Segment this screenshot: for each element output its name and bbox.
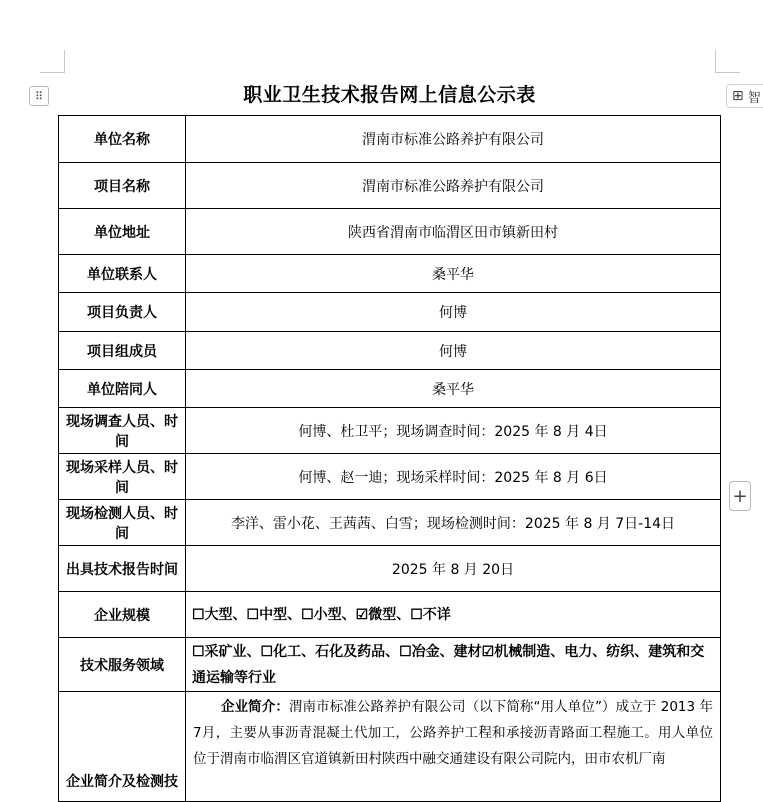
- row-value[interactable]: 渭南市标准公路养护有限公司: [186, 116, 721, 163]
- row-label: 现场采样人员、时间: [59, 454, 186, 500]
- intro-lead: 企业简介：: [221, 699, 289, 715]
- table-row: [59, 500, 721, 546]
- table-row: [59, 116, 721, 163]
- row-value[interactable]: 李洋、雷小花、王茜茜、白雪；现场检测时间：2025 年 8 月 7日-14日: [186, 500, 721, 546]
- table-tool-icon: ⊞: [732, 88, 744, 104]
- row-value[interactable]: 何博、杜卫平；现场调查时间：2025 年 8 月 4日: [186, 408, 721, 454]
- row-label: 项目名称: [59, 163, 186, 209]
- row-label: 出具技术报告时间: [59, 546, 186, 592]
- table-row: [59, 454, 721, 500]
- table-row: [59, 370, 721, 408]
- row-value[interactable]: 桑平华: [186, 370, 721, 408]
- page-corner-top-left: [40, 50, 65, 73]
- row-label: 单位地址: [59, 209, 186, 255]
- intro-text: 渭南市标准公路养护有限公司（以下简称“用人单位”）成立于 2013 年 7月，主要从事沥青混凝土代加工，公路养护工程和承接沥青路面工程施工。用人单位位于渭南市临渭区官道镇新田村陕西中融交通建设有限公司院内，田市农机厂南: [193, 699, 713, 767]
- row-value[interactable]: 2025 年 8 月 20日: [186, 546, 721, 592]
- table-row: [59, 163, 721, 209]
- side-tool-button[interactable]: [726, 84, 763, 108]
- table-row: [59, 692, 721, 802]
- row-value[interactable]: 何博: [186, 332, 721, 370]
- row-label: 单位陪同人: [59, 370, 186, 408]
- table-row: [59, 546, 721, 592]
- row-value[interactable]: 何博: [186, 293, 721, 332]
- info-table: [58, 115, 721, 802]
- table-row: [59, 638, 721, 692]
- row-value[interactable]: 何博、赵一迪；现场采样时间：2025 年 8 月 6日: [186, 454, 721, 500]
- side-tool-label: 智: [747, 90, 761, 106]
- row-label: 现场检测人员、时间: [59, 500, 186, 546]
- row-label: 项目组成员: [59, 332, 186, 370]
- row-label: 项目负责人: [59, 293, 186, 332]
- row-label: 单位联系人: [59, 255, 186, 293]
- enterprise-intro-cell[interactable]: [186, 692, 721, 802]
- row-label: 单位名称: [59, 116, 186, 163]
- table-row: [59, 209, 721, 255]
- table-row: [59, 408, 721, 454]
- enterprise-scale-options[interactable]: ☐大型、☐中型、☐小型、☑微型、☐不详: [186, 592, 721, 638]
- row-value[interactable]: 渭南市标准公路养护有限公司: [186, 163, 721, 209]
- table-move-handle-icon[interactable]: ⠿: [29, 86, 49, 106]
- page-corner-top-right: [715, 50, 740, 73]
- row-label: 企业简介及检测技: [59, 692, 186, 802]
- row-value[interactable]: 陕西省渭南市临渭区田市镇新田村: [186, 209, 721, 255]
- row-label: 企业规模: [59, 592, 186, 638]
- service-field-options[interactable]: ☐采矿业、☐化工、石化及药品、☐冶金、建材☑机械制造、电力、纺织、建筑和交通运输等行业: [186, 638, 721, 692]
- row-label: 现场调查人员、时间: [59, 408, 186, 454]
- row-label: 技术服务领域: [59, 638, 186, 692]
- page-title: 职业卫生技术报告网上信息公示表: [243, 84, 536, 106]
- table-row: [59, 592, 721, 638]
- add-row-button[interactable]: +: [729, 481, 751, 511]
- table-row: [59, 332, 721, 370]
- row-value[interactable]: 桑平华: [186, 255, 721, 293]
- table-row: [59, 293, 721, 332]
- table-row: [59, 255, 721, 293]
